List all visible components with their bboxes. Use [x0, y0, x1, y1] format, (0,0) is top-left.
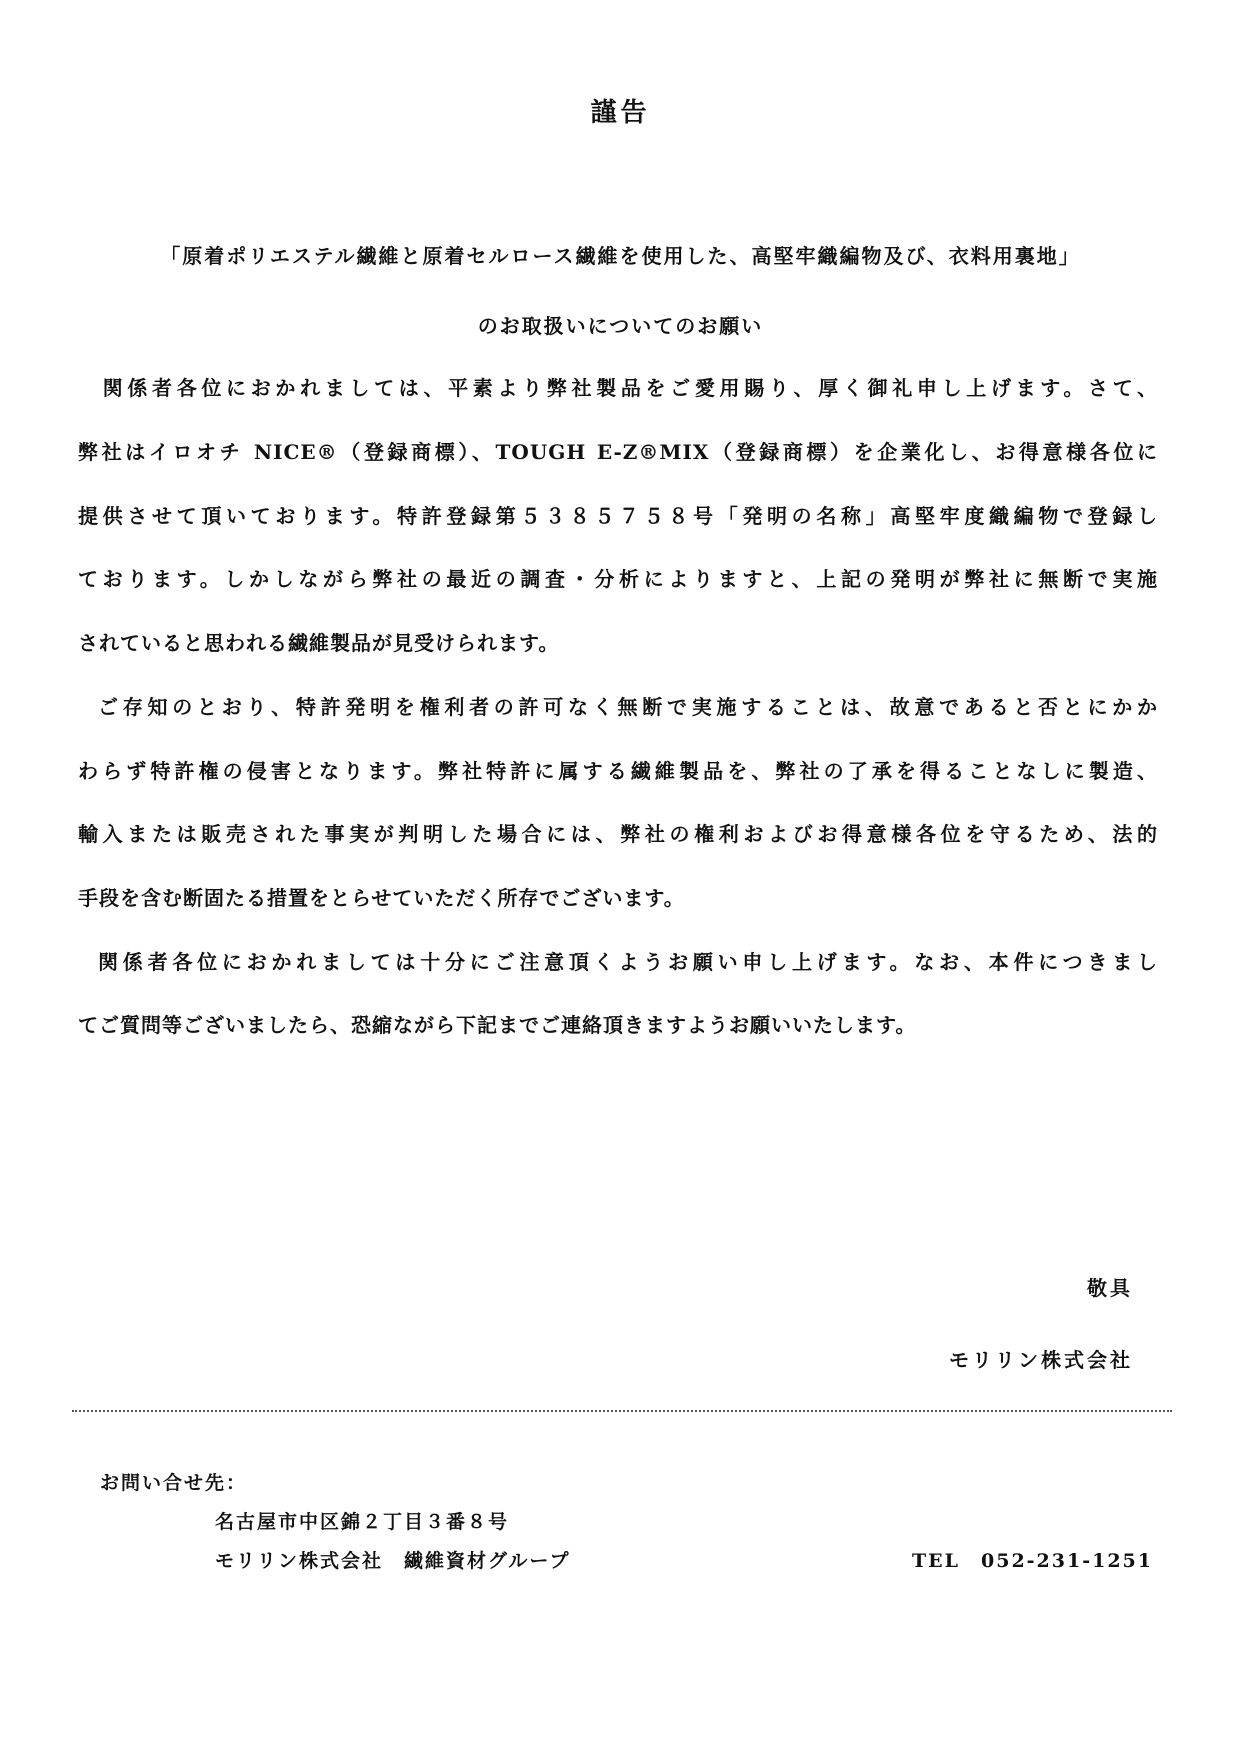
body-line: 関係者各位におかれましては、平素より弊社製品をご愛用賜り、厚く御礼申し上げます。さて、: [78, 376, 1158, 400]
body-line: ております。しかしながら弊社の最近の調査・分析によりますと、上記の発明が弊社に無断で実施: [78, 567, 1158, 591]
contact-label: お問い合せ先：: [100, 1472, 248, 1494]
body-line: 提供させて頂いております。特許登録第５３８５７５８号「発明の名称」高堅牢度織編物で登録し: [78, 504, 1158, 528]
body-line: 関係者各位におかれましては十分にご注意頂くようお願い申し上げます。なお、本件につきまし: [98, 950, 1158, 974]
body-line: 弊社はイロオチ NICE®（登録商標）、TOUGH E-Z®MIX（登録商標）を企業化し、お得意様各位に: [78, 440, 1158, 464]
body-line: されていると思われる繊維製品が見受けられます。: [78, 631, 560, 655]
subject-line-2: のお取扱いについてのお願い: [477, 314, 764, 338]
subject-line-1: 「原着ポリエステル繊維と原着セルロース繊維を使用した、高堅牢織編物及び、衣料用裏地」: [160, 244, 1081, 268]
closing-company: モリリン株式会社: [949, 1348, 1133, 1372]
dotted-divider: [72, 1410, 1172, 1412]
contact-address: 名古屋市中区錦２丁目３番８号: [215, 1511, 510, 1533]
body-line: 手段を含む断固たる措置をとらせていただく所存でございます。: [78, 886, 685, 910]
body-line: ご存知のとおり、特許発明を権利者の許可なく無断で実施することは、故意であると否とにかか: [98, 695, 1158, 719]
page-title: 謹告: [590, 98, 651, 128]
body-line: 輸入または販売された事実が判明した場合には、弊社の権利およびお得意様各位を守るため、法的: [78, 822, 1158, 846]
closing-greeting: 敬具: [1087, 1276, 1133, 1300]
contact-tel: TEL 052-231-1251: [912, 1550, 1153, 1572]
body-line: わらず特許権の侵害となります。弊社特許に属する繊維製品を、弊社の了承を得ることなしに製造、: [78, 759, 1158, 783]
contact-department: モリリン株式会社 繊維資材グループ: [215, 1550, 571, 1572]
body-line: てご質問等ございましたら、恐縮ながら下記までご連絡頂きますようお願いいたします。: [78, 1013, 917, 1037]
